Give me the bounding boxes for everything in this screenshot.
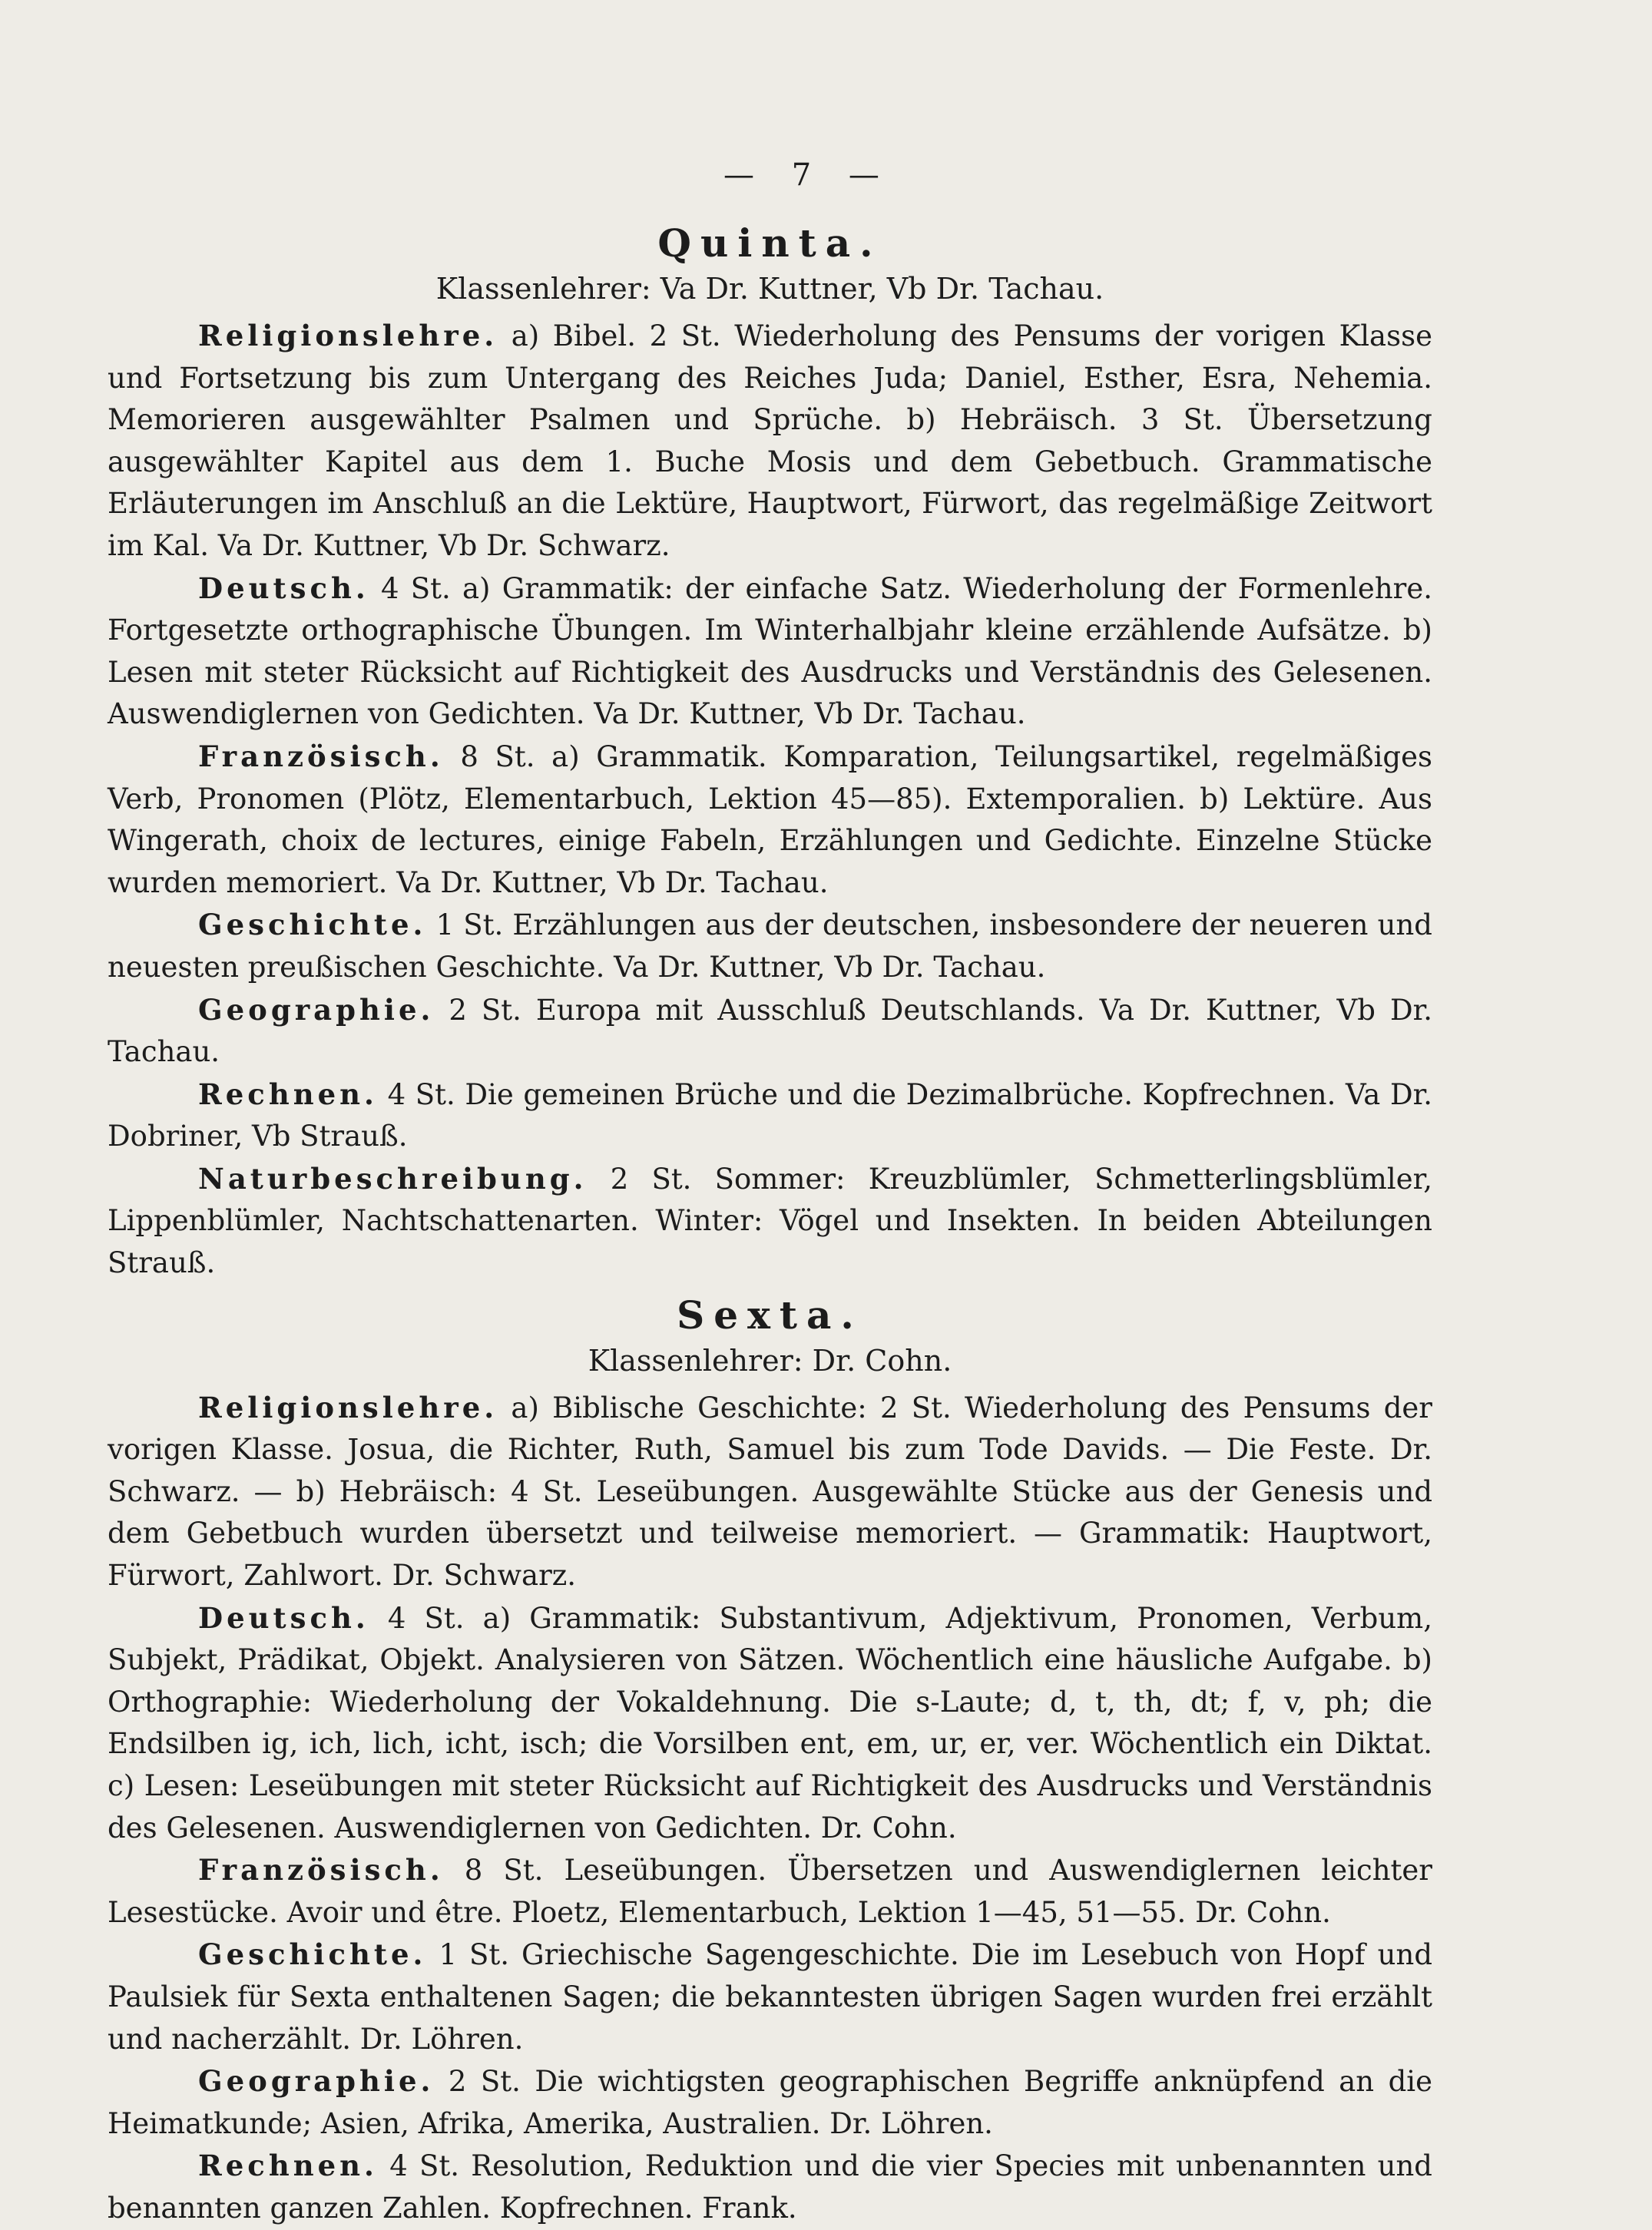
paragraph-sexta-franzoesisch	[108, 1849, 1432, 1934]
subject-heading: Geschichte.	[198, 908, 427, 942]
class-teacher-sexta: Klassenlehrer: Dr. Cohn.	[588, 1343, 952, 1378]
section-title-sexta: Sexta.	[677, 1292, 863, 1338]
subject-heading: Deutsch.	[198, 571, 369, 605]
paragraph-quinta-religion	[108, 315, 1432, 567]
paragraph-text: 2 St. Europa mit Ausschluß Deutschlands. Va Dr. Kuttner, Vb Dr. Tachau.	[108, 993, 1432, 1069]
page-number: — 7 —	[723, 157, 893, 193]
paragraph-text: a) Biblische Geschichte: 2 St. Wiederholung des Pensums der vorigen Klasse. Josua, die Richter, Ruth, Samuel bis zum Tode Davids. — Die Feste. Dr. Schwarz. — b) Hebräisch: 4 St. Leseübungen. Ausgewählte Stücke aus der Genesis und dem Gebetbuch wurden übersetzt und teilweise memoriert. — Grammatik: Hauptwort, Fürwort, Zahlwort. Dr. Schwarz.	[108, 1391, 1432, 1593]
subject-heading: Französisch.	[198, 1853, 444, 1888]
paragraph-quinta-rechnen	[108, 1074, 1432, 1158]
class-teacher-quinta: Klassenlehrer: Va Dr. Kuttner, Vb Dr. Tachau.	[435, 272, 1104, 306]
section-title-quinta: Quinta.	[657, 220, 882, 266]
paragraph-quinta-franzoesisch	[108, 736, 1432, 904]
paragraph-text: 1 St. Griechische Sagengeschichte. Die im Lesebuch von Hopf und Paulsiek für Sexta enthaltenen Sagen; die bekanntesten übrigen Sagen wurden frei erzählt und nacherzählt. Dr. Löhren.	[108, 1938, 1432, 2056]
subject-heading: Rechnen.	[198, 2149, 378, 2183]
paragraph-text: 4 St. a) Grammatik: Substantivum, Adjektivum, Pronomen, Verbum, Subjekt, Prädikat, Objekt. Analysieren von Sätzen. Wöchentlich eine häusliche Aufgabe. b) Orthographie: Wiederholung der Vokaldehnung. Die s-Laute; d, t, th, dt; f, v, ph; die Endsilben ig, ich, lich, icht, isch; die Vorsilben ent, em, ur, er, ver. Wöchentlich ein Diktat. c) Lesen: Leseübungen mit steter Rücksicht auf Richtigkeit des Ausdrucks und Verständnis des Gelesenen. Auswendiglernen von Gedichten. Dr. Cohn.	[108, 1601, 1432, 1845]
paragraph-text: 2 St. Sommer: Kreuzblümler, Schmetterlingsblümler, Lippenblümler, Nachtschattenarten. Winter: Vögel und Insekten. In beiden Abteilungen Strauß.	[108, 1162, 1432, 1280]
subject-heading: Rechnen.	[198, 1077, 378, 1111]
paragraph-text: 8 St. Leseübungen. Übersetzen und Auswendiglernen leichter Lesestücke. Avoir und être. Ploetz, Elementarbuch, Lektion 1—45, 51—55. Dr. Cohn.	[108, 1854, 1432, 1929]
subject-heading: Französisch.	[198, 739, 444, 773]
subject-heading: Religionslehre.	[198, 1390, 498, 1424]
paragraph-text: 8 St. a) Grammatik. Komparation, Teilungsartikel, regelmäßiges Verb, Pronomen (Plötz, Elementarbuch, Lektion 45—85). Extemporalien. b) Lektüre. Aus Wingerath, choix de lectures, einige Fabeln, Erzählungen und Gedichte. Einzelne Stücke wurden memoriert. Va Dr. Kuttner, Vb Dr. Tachau.	[108, 739, 1432, 899]
subject-heading: Naturbeschreibung.	[198, 1161, 588, 1196]
subject-heading: Deutsch.	[198, 1600, 369, 1635]
paragraph-sexta-deutsch	[108, 1597, 1432, 1850]
paragraph-text: a) Bibel. 2 St. Wiederholung des Pensums der vorigen Klasse und Fortsetzung bis zum Untergang des Reiches Juda; Daniel, Esther, Esra, Nehemia. Memorieren ausgewählter Psalmen und Sprüche. b) Hebräisch. 3 St. Übersetzung ausgewählter Kapitel aus dem 1. Buche Mosis und dem Gebetbuch. Grammatische Erläuterungen im Anschluß an die Lektüre, Hauptwort, Fürwort, das regelmäßige Zeitwort im Kal. Va Dr. Kuttner, Vb Dr. Schwarz.	[108, 319, 1432, 562]
paragraph-sexta-religion	[108, 1387, 1432, 1597]
subject-heading: Religionslehre.	[198, 319, 498, 352]
paragraph-text: 4 St. Die gemeinen Brüche und die Dezimalbrüche. Kopfrechnen. Va Dr. Dobriner, Vb Strauß.	[108, 1077, 1432, 1153]
paragraph-quinta-geographie	[108, 989, 1432, 1074]
subject-heading: Geographie.	[198, 2064, 435, 2099]
paragraph-text: 4 St. a) Grammatik: der einfache Satz. Wiederholung der Formenlehre. Fortgesetzte orthographische Übungen. Im Winterhalbjahr kleine erzählende Aufsätze. b) Lesen mit steter Rücksicht auf Richtigkeit des Ausdrucks und Verständnis des Gelesenen. Auswendiglernen von Gedichten. Va Dr. Kuttner, Vb Dr. Tachau.	[108, 571, 1432, 731]
paragraph-sexta-rechnen	[108, 2145, 1432, 2229]
paragraph-text: 2 St. Die wichtigsten geographischen Begriffe anknüpfend an die Heimatkunde; Asien, Afrika, Amerika, Australien. Dr. Löhren.	[108, 2065, 1432, 2140]
paragraph-sexta-geographie	[108, 2060, 1432, 2145]
paragraph-text: 4 St. Resolution, Reduktion und die vier Species mit unbenannten und benannten ganzen Zahlen. Kopfrechnen. Frank.	[108, 2149, 1432, 2225]
paragraph-sexta-geschichte	[108, 1934, 1432, 2060]
subject-heading: Geographie.	[198, 992, 435, 1027]
paragraph-quinta-deutsch	[108, 567, 1432, 736]
paragraph-quinta-naturbeschreibung	[108, 1158, 1432, 1285]
paragraph-quinta-geschichte	[108, 904, 1432, 988]
subject-heading: Geschichte.	[198, 1937, 427, 1972]
paragraph-text: 1 St. Erzählungen aus der deutschen, insbesondere der neueren und neuesten preußischen Geschichte. Va Dr. Kuttner, Vb Dr. Tachau.	[108, 908, 1432, 984]
